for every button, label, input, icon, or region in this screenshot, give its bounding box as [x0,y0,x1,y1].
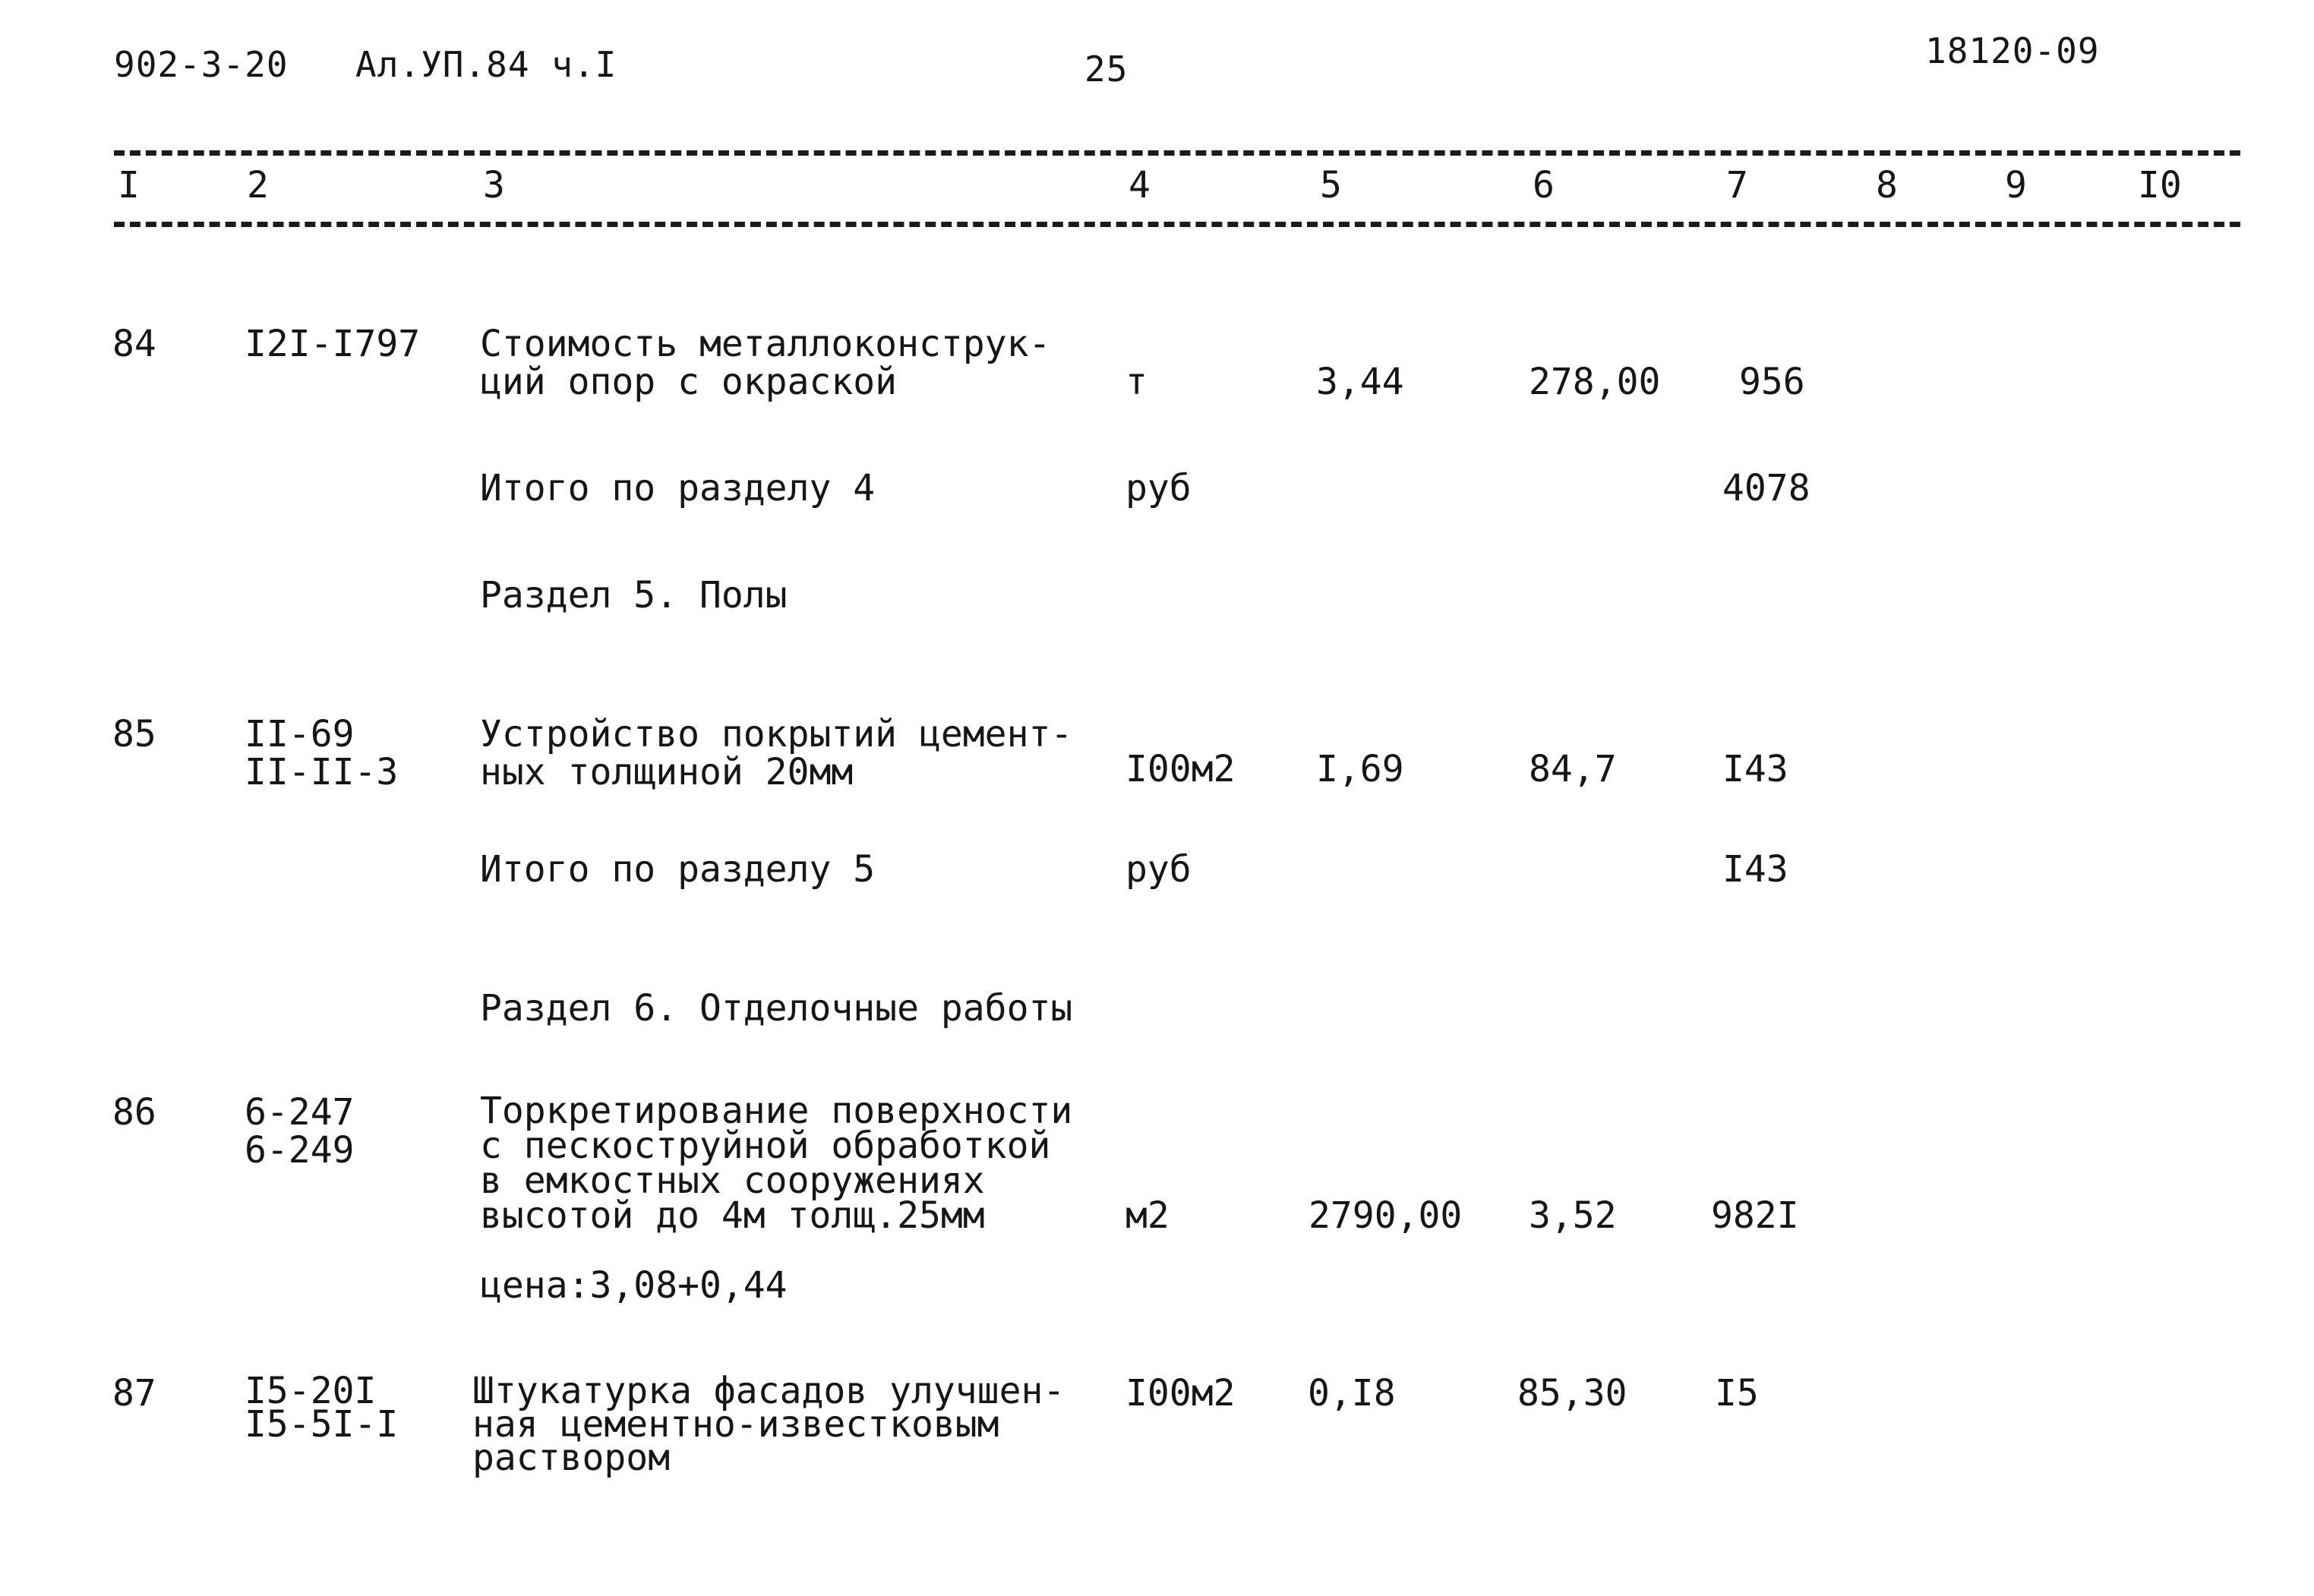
unit-price: 85,30 [1517,1372,1627,1415]
unit: руб [1125,848,1192,891]
row-number: 85 [112,713,156,755]
price-note: цена:3,08+0,44 [480,1264,788,1307]
work-description: Торкретирование поверхности с пескоструйной обработкой в емкостных сооружениях высотой до 4м толщ.25мм [480,1090,1073,1237]
rate-code: I5-20I I5-5I-I [245,1370,399,1446]
row-number: 84 [112,323,156,365]
doc-reference: Ал.УП.84 ч.I [355,44,617,85]
column-7-number: 7 [1726,164,1748,207]
row-number: 86 [112,1091,156,1134]
rate-code: I2I-I797 [245,323,421,365]
total-cost: I5 [1715,1372,1759,1415]
work-description: Стоимость металлоконструк- ций опор с окраской [480,323,1051,403]
column-10-number: I0 [2138,164,2182,207]
column-1-number: I [118,164,140,207]
unit: I00м2 [1125,748,1236,790]
work-description: Штукатурка фасадов улучшен- ная цементно-известковым раствором [472,1370,1065,1479]
unit-price: 3,52 [1529,1194,1617,1237]
quantity: 0,I8 [1308,1372,1396,1415]
column-6-number: 6 [1533,164,1555,207]
unit: м2 [1125,1194,1170,1237]
quantity: I,69 [1316,748,1404,790]
unit-price: 278,00 [1529,361,1661,403]
section-heading: Раздел 5. Полы [480,574,788,617]
work-description: Устройство покрытий цемент- ных толщиной 20мм [480,713,1073,793]
header-rule-bottom [114,222,2240,227]
column-3-number: 3 [483,164,505,207]
unit: т [1125,361,1148,403]
section-heading: Раздел 6. Отделочные работы [480,987,1073,1030]
column-5-number: 5 [1320,164,1342,207]
subtotal-label: Итого по разделу 5 [480,848,876,891]
quantity: 2790,00 [1309,1194,1463,1237]
subtotal-value: 4078 [1722,467,1810,509]
column-8-number: 8 [1876,164,1898,207]
unit: I00м2 [1125,1372,1236,1415]
total-cost: 982I [1711,1194,1799,1237]
unit: руб [1125,467,1192,509]
column-9-number: 9 [2005,164,2027,207]
archive-number: 18120-09 [1925,30,2100,71]
subtotal-label: Итого по разделу 4 [480,467,876,509]
total-cost: I43 [1722,748,1788,790]
row-number: 87 [112,1372,156,1415]
rate-code: 6-247 6-249 [245,1091,355,1172]
quantity: 3,44 [1316,361,1404,403]
unit-price: 84,7 [1529,748,1617,790]
subtotal-value: I43 [1722,848,1788,891]
column-2-number: 2 [247,164,269,207]
rate-code: II-69 II-II-3 [245,713,399,793]
total-cost: 956 [1739,361,1805,403]
doc-code: 902-3-20 [114,44,289,85]
column-4-number: 4 [1129,164,1151,207]
header-rule-top [114,150,2240,156]
page-number: 25 [1084,49,1129,90]
